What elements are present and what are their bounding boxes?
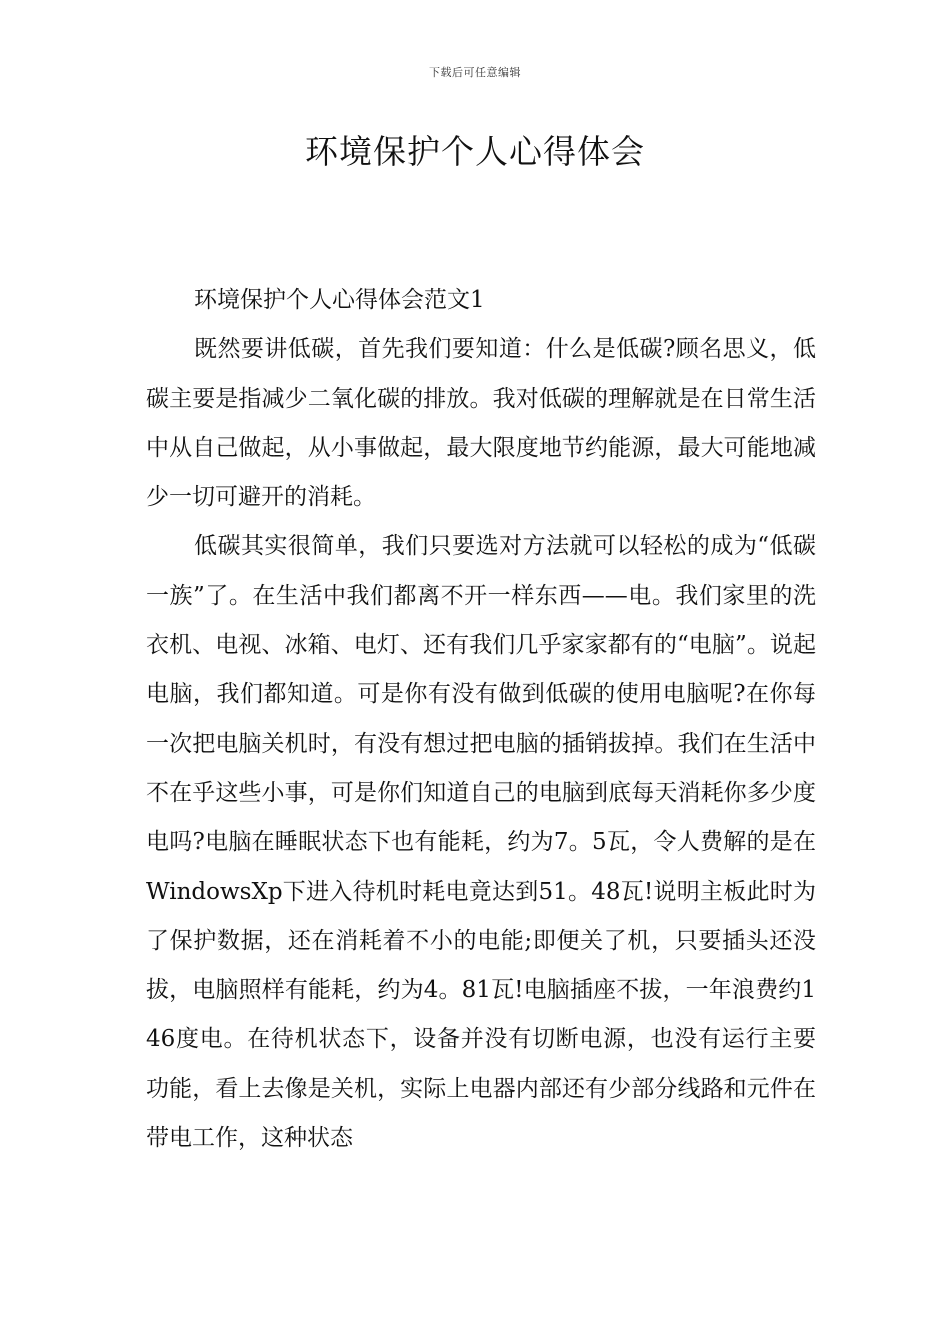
section-heading: 环境保护个人心得体会范文1 — [194, 287, 485, 313]
paragraph: 低碳其实很简单，我们只要选对方法就可以轻松的成为“低碳一族”了。在生活中我们都离不开一样东西——电。我们家里的洗衣机、电视、冰箱、电灯、还有我们几乎家家都有的“电脑”。说起电脑，我们都知道。可是你有没有做到低碳的使用电脑呢?在你每一次把电脑关机时，有没有想过把电脑的插销拔掉。我们在生活中不在乎这些小事，可是你们知道自己的电脑到底每天消耗你多少度电吗?电脑在睡眠状态下也有能耗，约为7。5瓦，令人费解的是在WindowsXp下进入待机时耗电竟达到51。48瓦!说明主板此时为了保护数据，还在消耗着不小的电能;即便关了机，只要插头还没拔，电脑照样有能耗，约为4。81瓦!电脑插座不拔，一年浪费约146度电。在待机状态下，设备并没有切断电源，也没有运行主要功能，看上去像是关机，实际上电器内部还有少部分线路和元件在带电工作，这种状态 — [146, 533, 816, 1152]
document-body — [146, 276, 816, 1163]
header-note: 下载后可任意编辑 — [429, 66, 521, 79]
paragraph: 既然要讲低碳，首先我们要知道：什么是低碳?顾名思义，低碳主要是指减少二氧化碳的排放。我对低碳的理解就是在日常生活中从自己做起，从小事做起，最大限度地节约能源，最大可能地减少一切可避开的消耗。 — [146, 336, 816, 511]
document-title: 环境保护个人心得体会 — [305, 132, 645, 171]
